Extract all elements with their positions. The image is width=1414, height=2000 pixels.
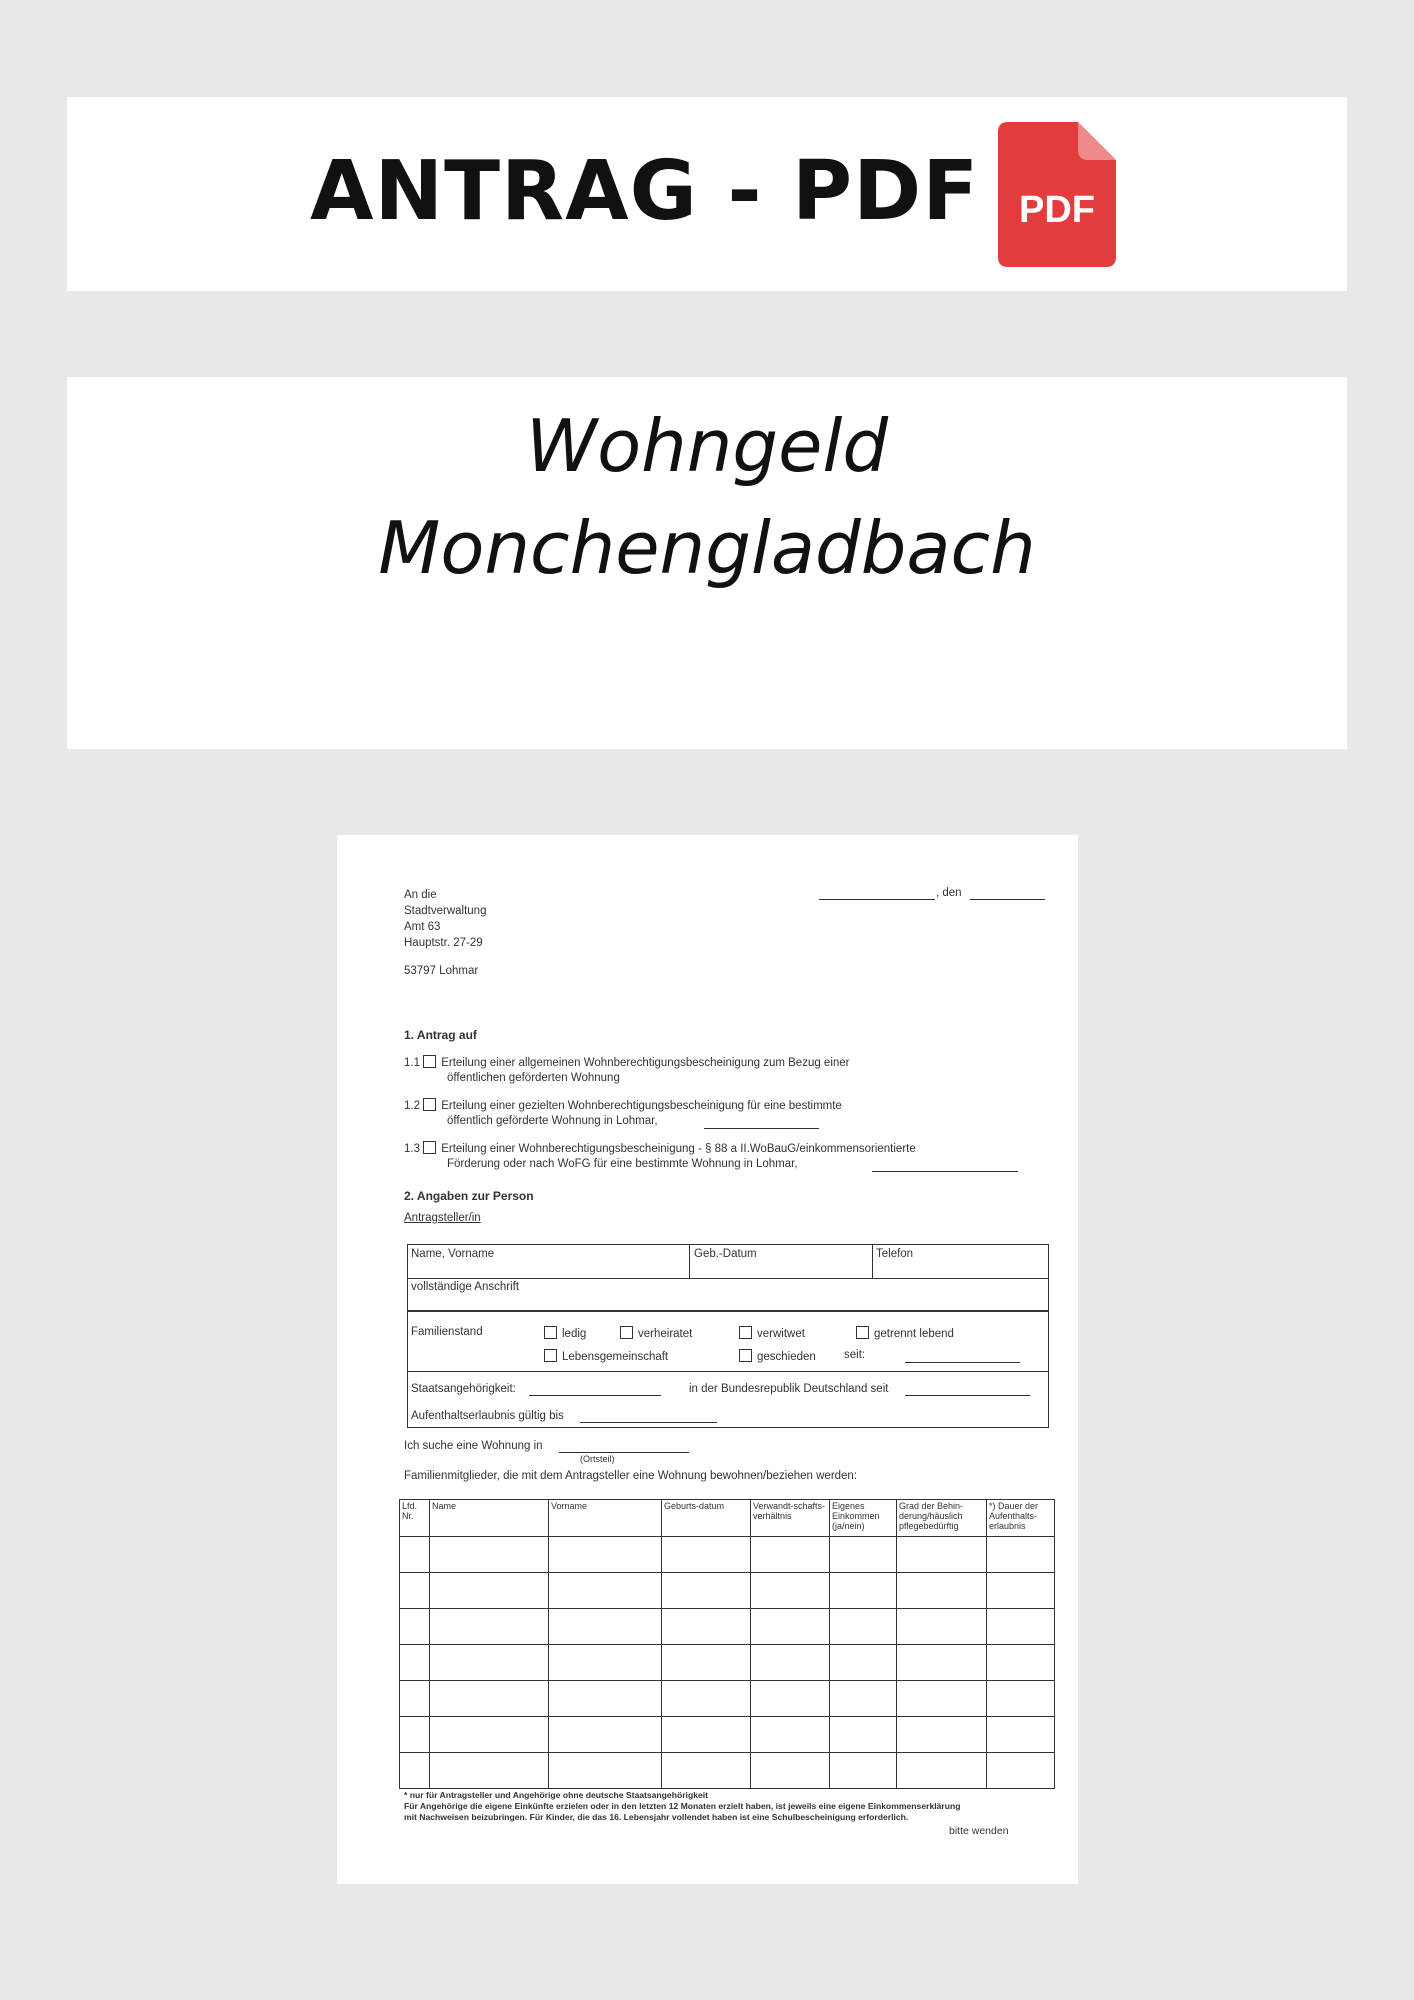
footnote: Für Angehörige die eigene Einkünfte erzielen oder in den letzten 12 Monaten erzielt haben, ist jeweils eine eigene Einkommenserklärung [404, 1801, 961, 1811]
option-text: Erteilung einer allgemeinen Wohnberechtigungsbescheinigung zum Bezug einer [441, 1057, 850, 1069]
checkbox[interactable] [544, 1326, 557, 1339]
option-partnership[interactable] [544, 1349, 668, 1363]
table-cell[interactable] [549, 1609, 662, 1645]
subtitle-box [67, 377, 1347, 749]
table-cell[interactable] [830, 1717, 897, 1753]
nationality-label: Staatsangehörigkeit: [411, 1383, 516, 1395]
recipient-address [404, 887, 486, 951]
table-row[interactable] [400, 1573, 1055, 1609]
address-line: Hauptstr. 27-29 [404, 937, 483, 949]
table-cell[interactable] [897, 1645, 987, 1681]
marital-status-label: Familienstand [411, 1326, 483, 1338]
column-header: Lfd. Nr. [400, 1500, 430, 1537]
table-cell[interactable] [430, 1753, 549, 1789]
table-cell[interactable] [751, 1645, 830, 1681]
since-label: seit: [844, 1349, 866, 1361]
column-header: Name [430, 1500, 549, 1537]
table-cell[interactable] [400, 1537, 430, 1573]
permit-label: Aufenthaltserlaubnis gültig bis [411, 1410, 564, 1422]
address-line: Amt 63 [404, 921, 441, 933]
footnote: * nur für Antragsteller und Angehörige ohne deutsche Staatsangehörigkeit [404, 1790, 709, 1800]
option-text-2: öffentlich geförderte Wohnung in Lohmar, [447, 1115, 658, 1127]
option-married[interactable] [620, 1326, 692, 1340]
table-cell[interactable] [830, 1753, 897, 1789]
option-label: getrennt lebend [874, 1328, 954, 1340]
table-cell[interactable] [430, 1717, 549, 1753]
divider [407, 1278, 1049, 1279]
option-text: Erteilung einer Wohnberechtigungsbescheinigung - § 88 a II.WoBauG/einkommensorientierte [441, 1143, 916, 1155]
option-label: Lebensgemeinschaft [562, 1351, 669, 1363]
subtitle [67, 395, 1347, 599]
table-cell[interactable] [549, 1753, 662, 1789]
since-line[interactable] [905, 1362, 1020, 1363]
checkbox[interactable] [423, 1055, 436, 1068]
option-text-2: öffentlichen geförderten Wohnung [447, 1072, 620, 1084]
table-cell[interactable] [662, 1753, 751, 1789]
divider [872, 1244, 873, 1278]
option-single[interactable] [544, 1326, 586, 1340]
birthdate-field[interactable]: Geb.-Datum [694, 1248, 757, 1260]
table-cell[interactable] [662, 1681, 751, 1717]
table-header-row [400, 1500, 1055, 1537]
table-cell[interactable] [430, 1609, 549, 1645]
column-header: Eigenes Einkommen (ja/nein) [830, 1500, 897, 1537]
table-cell[interactable] [897, 1537, 987, 1573]
table-cell[interactable] [751, 1753, 830, 1789]
option-widowed[interactable] [739, 1326, 805, 1340]
table-cell[interactable] [400, 1681, 430, 1717]
page-title: ANTRAG - PDF [310, 144, 980, 239]
nationality-line[interactable] [529, 1395, 661, 1396]
table-cell[interactable] [430, 1645, 549, 1681]
table-cell[interactable] [897, 1573, 987, 1609]
input-line[interactable] [872, 1171, 1018, 1172]
table-cell[interactable] [430, 1681, 549, 1717]
table-cell[interactable] [549, 1717, 662, 1753]
table-cell[interactable] [897, 1753, 987, 1789]
option-number: 1.2 [404, 1100, 420, 1112]
members-label: Familienmitglieder, die mit dem Antragsteller eine Wohnung bewohnen/beziehen werden: [404, 1470, 858, 1482]
option-1-1[interactable] [404, 1055, 850, 1086]
table-cell[interactable] [897, 1609, 987, 1645]
table-cell[interactable] [830, 1537, 897, 1573]
address-line: Stadtverwaltung [404, 905, 487, 917]
table-row[interactable] [400, 1645, 1055, 1681]
title-banner [67, 97, 1347, 291]
table-row[interactable] [400, 1537, 1055, 1573]
option-text: Erteilung einer gezielten Wohnberechtigungsbescheinigung für eine bestimmte [441, 1100, 842, 1112]
checkbox[interactable] [423, 1098, 436, 1111]
table-cell[interactable] [751, 1717, 830, 1753]
table-cell[interactable] [751, 1537, 830, 1573]
table-row[interactable] [400, 1753, 1055, 1789]
footnote: mit Nachweisen beizubringen. Für Kinder, die das 16. Lebensjahr vollendet haben ist eine Schulbescheinigung erforderlich. [404, 1812, 909, 1822]
option-label: geschieden [757, 1351, 816, 1363]
district-hint: (Ortsteil) [580, 1454, 615, 1464]
turn-over-note: bitte wenden [949, 1825, 1009, 1837]
table-row[interactable] [400, 1609, 1055, 1645]
checkbox[interactable] [739, 1326, 752, 1339]
table-cell[interactable] [662, 1645, 751, 1681]
option-divorced[interactable] [739, 1349, 816, 1363]
column-header: Grad der Behin-derung/häuslich pflegebedürftig [897, 1500, 987, 1537]
table-cell[interactable] [987, 1573, 1055, 1609]
subtitle-line-1: Wohngeld [525, 404, 889, 488]
table-cell[interactable] [987, 1717, 1055, 1753]
table-cell[interactable] [549, 1681, 662, 1717]
phone-field[interactable]: Telefon [876, 1248, 914, 1260]
table-cell[interactable] [549, 1573, 662, 1609]
table-cell[interactable] [430, 1537, 549, 1573]
table-row[interactable] [400, 1681, 1055, 1717]
column-header: Verwandt-schafts-verhältnis [751, 1500, 830, 1537]
recipient-city: 53797 Lohmar [404, 965, 479, 977]
table-cell[interactable] [751, 1609, 830, 1645]
checkbox[interactable] [544, 1349, 557, 1362]
address-line: An die [404, 889, 437, 901]
table-cell[interactable] [987, 1681, 1055, 1717]
option-number: 1.3 [404, 1143, 420, 1155]
date-label: , den [936, 887, 962, 899]
table-row[interactable] [400, 1717, 1055, 1753]
applicant-label: Antragsteller/in [404, 1212, 481, 1224]
table-cell[interactable] [987, 1537, 1055, 1573]
table-cell[interactable] [987, 1609, 1055, 1645]
option-label: verheiratet [638, 1328, 693, 1340]
checkbox[interactable] [856, 1326, 869, 1339]
address-field[interactable]: vollständige Anschrift [411, 1281, 520, 1293]
column-header: *) Dauer der Aufenthalts-erlaubnis [987, 1500, 1055, 1537]
table-cell[interactable] [830, 1609, 897, 1645]
option-label: verwitwet [757, 1328, 805, 1340]
table-cell[interactable] [662, 1573, 751, 1609]
table-cell[interactable] [549, 1537, 662, 1573]
place-line[interactable] [819, 899, 935, 900]
table-cell[interactable] [897, 1681, 987, 1717]
option-separated[interactable] [856, 1326, 954, 1340]
table-cell[interactable] [662, 1537, 751, 1573]
checkbox[interactable] [739, 1349, 752, 1362]
date-line[interactable] [970, 899, 1045, 900]
residence-since-label: in der Bundesrepublik Deutschland seit [689, 1383, 889, 1395]
permit-line[interactable] [580, 1422, 717, 1423]
option-text-2: Förderung oder nach WoFG für eine bestimmte Wohnung in Lohmar, [447, 1158, 798, 1170]
input-line[interactable] [704, 1128, 819, 1129]
table-cell[interactable] [897, 1717, 987, 1753]
divider [407, 1371, 1049, 1372]
table-cell[interactable] [400, 1573, 430, 1609]
pdf-file-icon[interactable] [998, 122, 1116, 267]
column-header: Vorname [549, 1500, 662, 1537]
table-cell[interactable] [400, 1753, 430, 1789]
table-cell[interactable] [751, 1681, 830, 1717]
table-cell[interactable] [987, 1645, 1055, 1681]
search-label: Ich suche eine Wohnung in [404, 1440, 543, 1452]
table-cell[interactable] [751, 1573, 830, 1609]
table-cell[interactable] [430, 1573, 549, 1609]
table-cell[interactable] [830, 1681, 897, 1717]
table-cell[interactable] [400, 1609, 430, 1645]
family-members-table[interactable] [399, 1499, 1055, 1789]
checkbox[interactable] [620, 1326, 633, 1339]
table-cell[interactable] [662, 1717, 751, 1753]
district-line[interactable] [559, 1452, 689, 1453]
option-1-2[interactable] [404, 1098, 842, 1129]
option-label: ledig [562, 1328, 587, 1340]
divider [407, 1310, 1049, 1312]
pdf-icon-label: PDF [1019, 189, 1095, 231]
subtitle-line-2: Monchengladbach [378, 506, 1036, 590]
option-number: 1.1 [404, 1057, 420, 1069]
table-cell[interactable] [662, 1609, 751, 1645]
divider [689, 1244, 690, 1278]
residence-since-line[interactable] [905, 1395, 1030, 1396]
table-cell[interactable] [830, 1645, 897, 1681]
table-cell[interactable] [549, 1645, 662, 1681]
table-cell[interactable] [987, 1753, 1055, 1789]
table-cell[interactable] [400, 1717, 430, 1753]
table-cell[interactable] [830, 1573, 897, 1609]
table-cell[interactable] [400, 1645, 430, 1681]
name-field[interactable]: Name, Vorname [411, 1248, 495, 1260]
section-1-title: 1. Antrag auf [404, 1028, 477, 1042]
section-2-title: 2. Angaben zur Person [404, 1189, 534, 1203]
checkbox[interactable] [423, 1141, 436, 1154]
option-1-3[interactable] [404, 1141, 916, 1172]
form-preview[interactable] [337, 835, 1078, 1884]
column-header: Geburts-datum [662, 1500, 751, 1537]
